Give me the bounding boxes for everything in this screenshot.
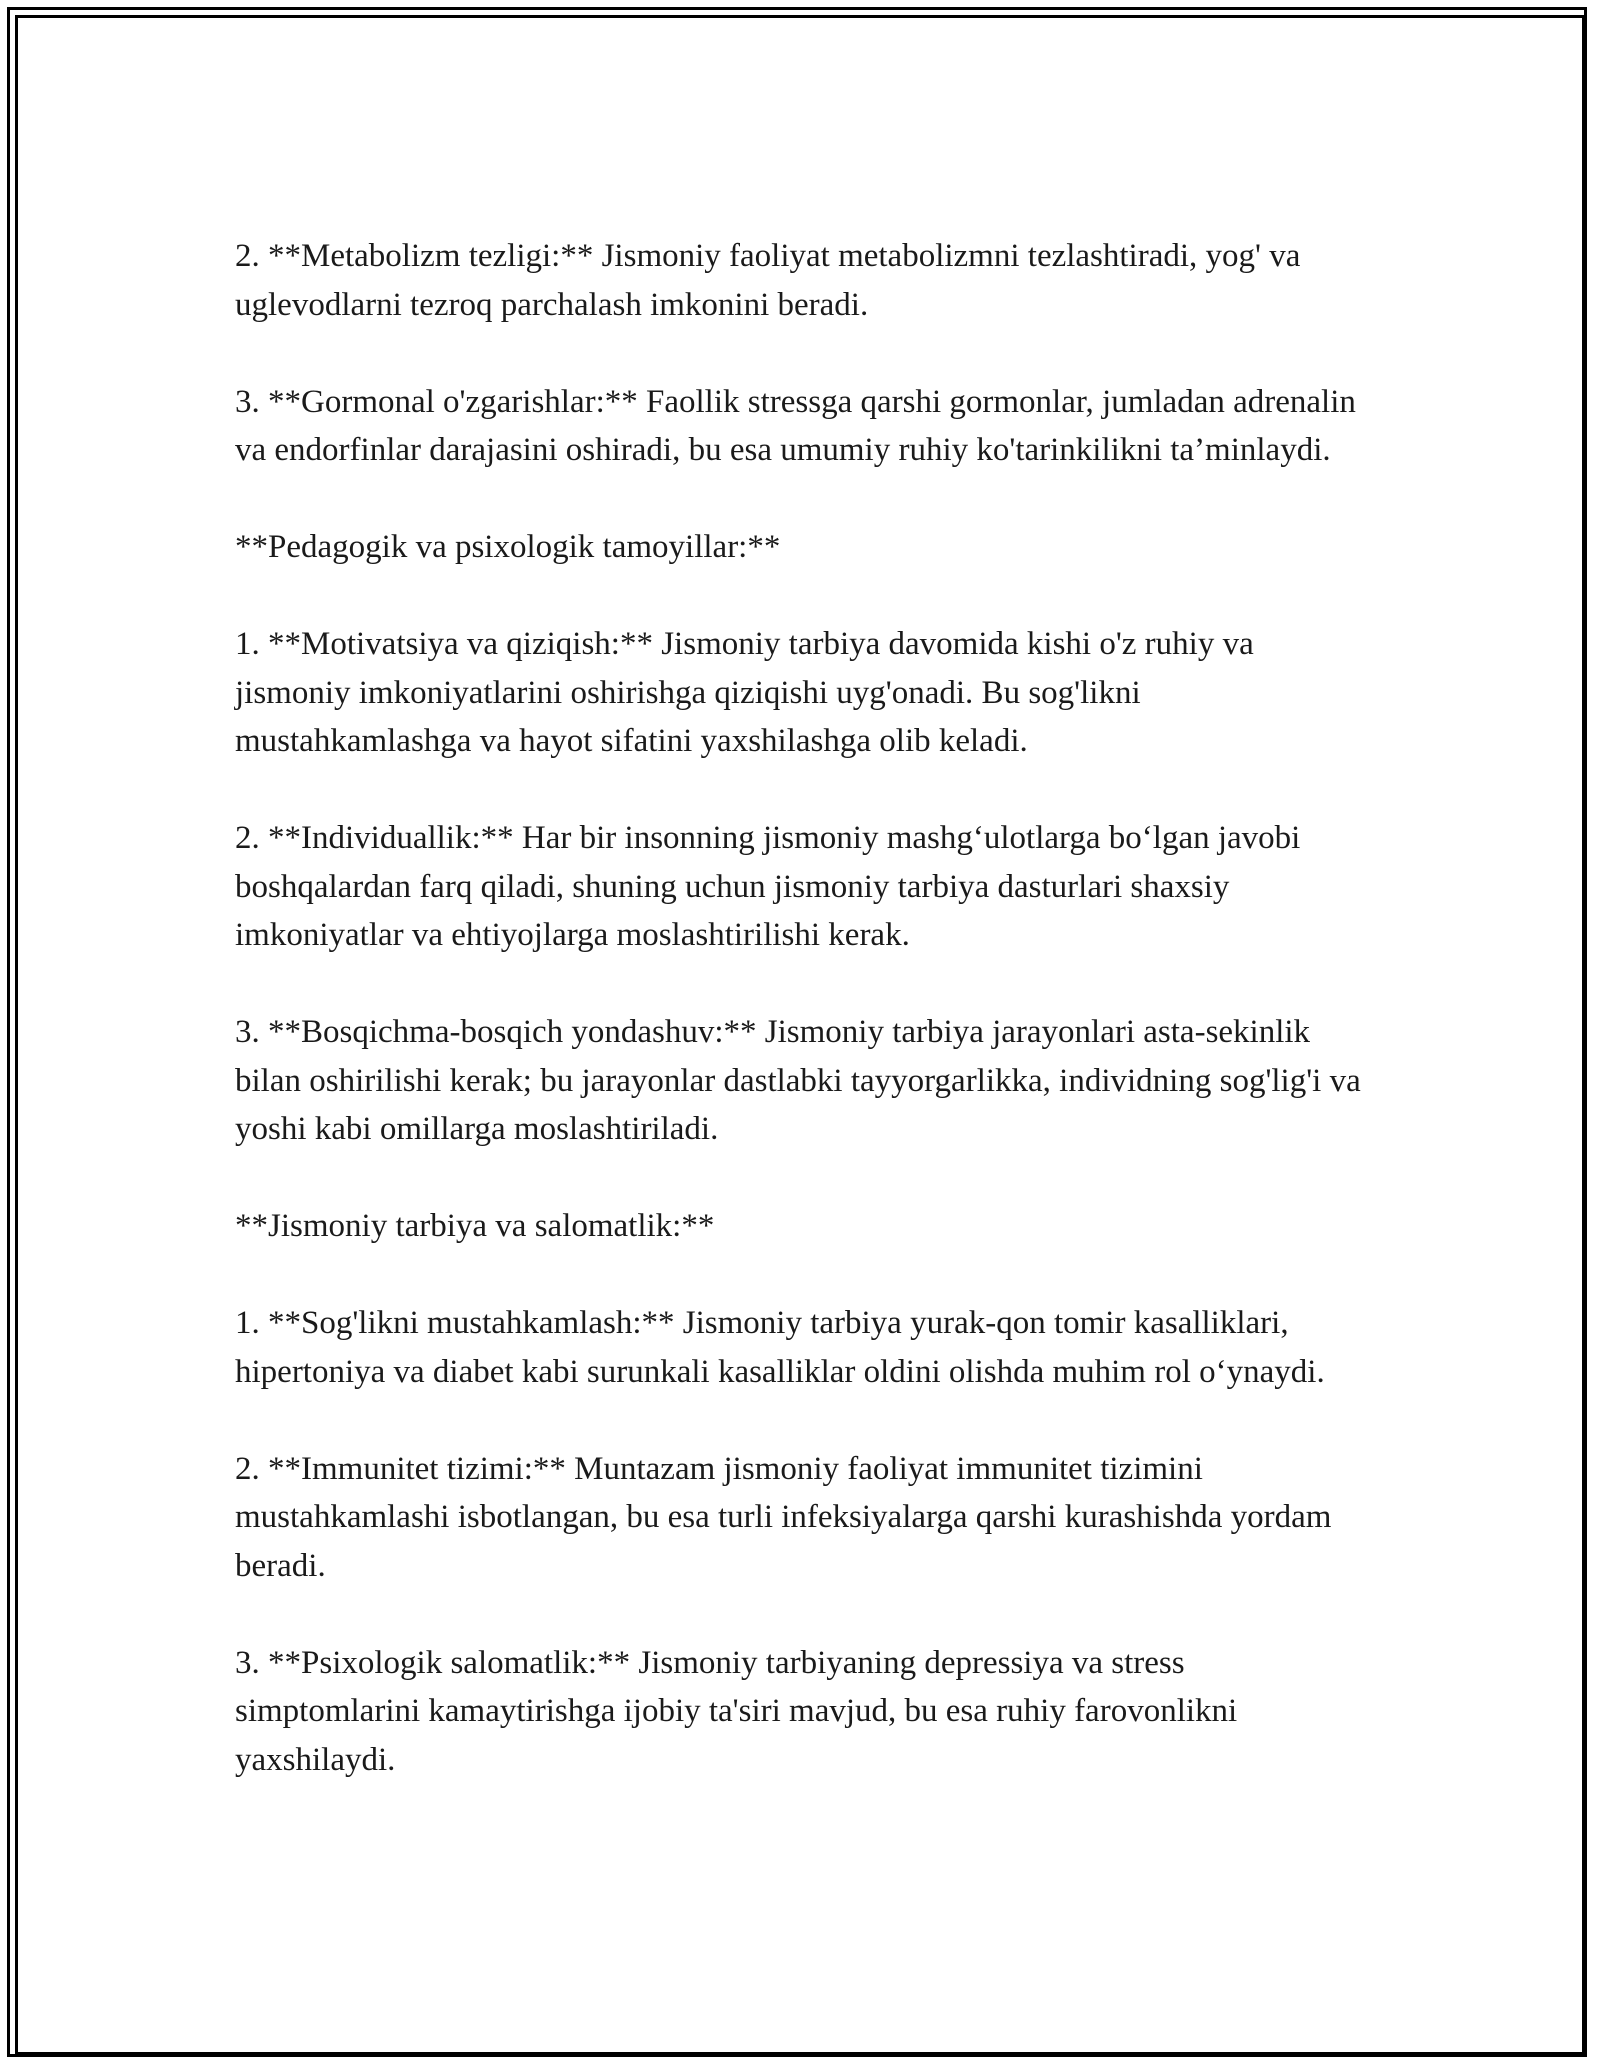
document-body (235, 232, 1370, 1833)
paragraph-health-strengthening: 1. **Sog'likni mustahkamlash:** Jismoniy tarbiya yurak-qon tomir kasalliklari, hipertoniya va diabet kabi surunkali kasalliklar oldini olishda muhim rol o‘ynaydi. (235, 1305, 1325, 1390)
section-heading-health: **Jismoniy tarbiya va salomatlik:** (235, 1208, 715, 1244)
paragraph-motivation: 1. **Motivatsiya va qiziqish:** Jismoniy tarbiya davomida kishi o'z ruhiy va jismoniy imkoniyatlarini oshirishga qiziqishi uyg'onadi. Bu sog'likni mustahkamlashga va hayot sifatini yaxshilashga olib keladi. (235, 626, 1254, 759)
paragraph-metabolism: 2. **Metabolizm tezligi:** Jismoniy faoliyat metabolizmni tezlashtiradi, yog' va uglevodlarni tezroq parchalash imkonini beradi. (235, 238, 1301, 323)
section-heading-pedagogical: **Pedagogik va psixologik tamoyillar:** (235, 529, 781, 565)
paragraph-individuality: 2. **Individuallik:** Har bir insonning jismoniy mashg‘ulotlarga bo‘lgan javobi boshqalardan farq qiladi, shuning uchun jismoniy tarbiya dasturlari shaxsiy imkoniyatlar va ehtiyojlarga moslashtirilishi kerak. (235, 820, 1301, 953)
paragraph-gradual-approach: 3. **Bosqichma-bosqich yondashuv:** Jismoniy tarbiya jarayonlari asta-sekinlik bilan oshirilishi kerak; bu jarayonlar dastlabki tayyorgarlikka, individning sog'lig'i va yoshi kabi omillarga moslashtiriladi. (235, 1014, 1361, 1147)
paragraph-immune-system: 2. **Immunitet tizimi:** Muntazam jismoniy faoliyat immunitet tizimini mustahkamlashi isbotlangan, bu esa turli infeksiyalarga qarshi kurashishda yordam beradi. (235, 1450, 1332, 1584)
paragraph-hormonal: 3. **Gormonal o'zgarishlar:** Faollik stressga qarshi gormonlar, jumladan adrenalin va endorfinlar darajasini oshiradi, bu esa umumiy ruhiy ko'tarinkilikni ta’minlaydi. (235, 383, 1356, 468)
paragraph-psychological-health: 3. **Psixologik salomatlik:** Jismoniy tarbiyaning depressiya va stress simptomlarini kamaytirishga ijobiy ta'siri mavjud, bu esa ruhiy farovonlikni yaxshilaydi. (235, 1644, 1238, 1778)
